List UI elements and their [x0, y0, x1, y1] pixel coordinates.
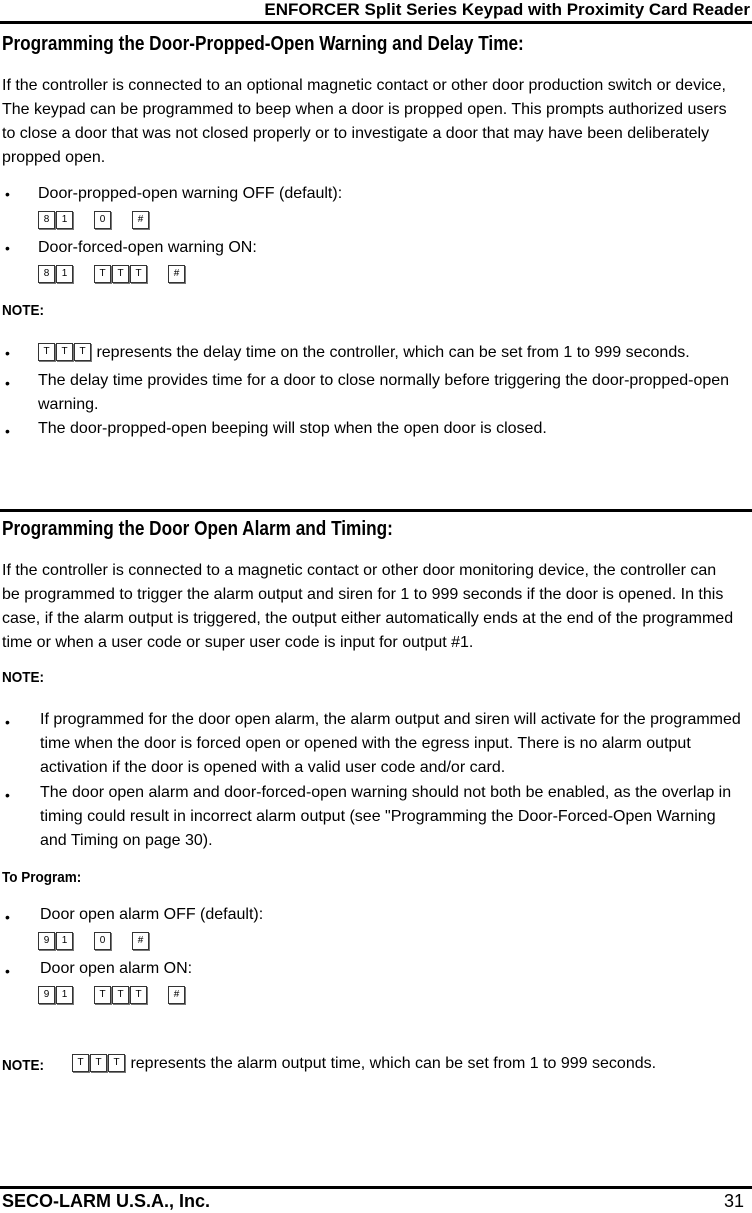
section1-note-3: The door-propped-open beeping will stop when the open door is closed.: [38, 420, 547, 437]
page-footer: [0, 1186, 752, 1213]
key-t: T: [130, 265, 147, 283]
time-key-sequence: [38, 343, 92, 367]
key-sequence-alarm-off: [38, 932, 150, 951]
section2-intro: If the controller is connected to a magnetic contact or other door monitoring device, the controller can be programmed to trigger the alarm output and siren for 1 to 999 seconds if the door is opened. In this case, if the alarm output is triggered, the output either automatically ends at the end of the programmed time or when a user code or super user code is input for output #1.: [2, 562, 734, 651]
section1-intro: If the controller is connected to an optional magnetic contact or other door production switch or device, The keypad can be programmed to beep when a door is propped open. This prompts authorized users to close a door that was not closed properly or to investigate a door that may have been deliberately propped open.: [2, 77, 727, 166]
key-t: T: [94, 986, 111, 1004]
item-alarm-on-label: Door open alarm ON:: [40, 960, 193, 977]
footer-company: SECO-LARM U.S.A., Inc.: [2, 1191, 211, 1211]
page-header: [0, 0, 752, 24]
item-alarm-off-label: Door open alarm OFF (default):: [40, 906, 264, 923]
final-note: [72, 1052, 742, 1078]
key-1: 1: [56, 211, 73, 229]
key-1: 1: [56, 265, 73, 283]
key-t: T: [94, 265, 111, 283]
key-hash: #: [168, 986, 185, 1004]
key-t: T: [112, 986, 129, 1004]
section2-title: Programming the Door Open Alarm and Timing:: [2, 518, 393, 540]
section1-note-1-text: represents the delay time on the controller, which can be set from 1 to 999 seconds.: [96, 344, 690, 361]
to-program-label: To Program:: [2, 869, 82, 886]
time-key-sequence: [72, 1054, 126, 1078]
key-8: 8: [38, 211, 55, 229]
bullet-marker: •: [5, 423, 10, 439]
bullet-marker: •: [5, 787, 10, 803]
key-t: T: [90, 1054, 107, 1072]
page-number: 31: [723, 1191, 744, 1211]
key-sequence-alarm-on: [38, 986, 186, 1005]
section2-note-1: If programmed for the door open alarm, the alarm output and siren will activate for the programmed time when the door is forced open or opened with the egress input. There is no alarm output activation if the door is opened with a valid user code and/or card.: [40, 711, 741, 776]
bullet-marker: •: [5, 240, 10, 256]
key-1: 1: [56, 986, 73, 1004]
item-forced-on-label: Door-forced-open warning ON:: [38, 239, 257, 256]
key-t: T: [130, 986, 147, 1004]
final-note-label: NOTE:: [2, 1057, 45, 1074]
section1-note-1: [38, 341, 743, 367]
key-t: T: [38, 343, 55, 361]
key-t: T: [112, 265, 129, 283]
section1-note-label: NOTE:: [2, 302, 45, 319]
section-divider: [0, 509, 752, 512]
key-1: 1: [56, 932, 73, 950]
key-0: 0: [94, 211, 111, 229]
final-note-text: represents the alarm output time, which can be set from 1 to 999 seconds.: [130, 1055, 657, 1072]
key-8: 8: [38, 265, 55, 283]
key-hash: #: [132, 211, 149, 229]
bullet-marker: •: [5, 345, 10, 361]
key-hash: #: [132, 932, 149, 950]
key-9: 9: [38, 986, 55, 1004]
bullet-marker: •: [5, 186, 10, 202]
key-0: 0: [94, 932, 111, 950]
item-propped-off-label: Door-propped-open warning OFF (default):: [38, 185, 343, 202]
header-title: ENFORCER Split Series Keypad with Proximity Card Reader: [264, 0, 750, 19]
section1-note-2: The delay time provides time for a door to close normally before triggering the door-propped-open warning.: [38, 372, 730, 413]
section2-note-2: The door open alarm and door-forced-open warning should not both be enabled, as the overlap in timing could result in incorrect alarm output (see "Programming the Door-Forced-Open Warning and Timing on page 30).: [40, 784, 732, 849]
bullet-marker: •: [5, 714, 10, 730]
key-t: T: [56, 343, 73, 361]
key-t: T: [108, 1054, 125, 1072]
bullet-marker: •: [5, 375, 10, 391]
section1-title: Programming the Door-Propped-Open Warning and Delay Time:: [2, 33, 524, 55]
key-9: 9: [38, 932, 55, 950]
bullet-marker: •: [5, 963, 10, 979]
key-sequence-propped-off: [38, 211, 150, 230]
bullet-marker: •: [5, 909, 10, 925]
key-t: T: [74, 343, 91, 361]
key-t: T: [72, 1054, 89, 1072]
section2-note-label: NOTE:: [2, 669, 45, 686]
key-sequence-forced-on: [38, 265, 186, 284]
key-hash: #: [168, 265, 185, 283]
